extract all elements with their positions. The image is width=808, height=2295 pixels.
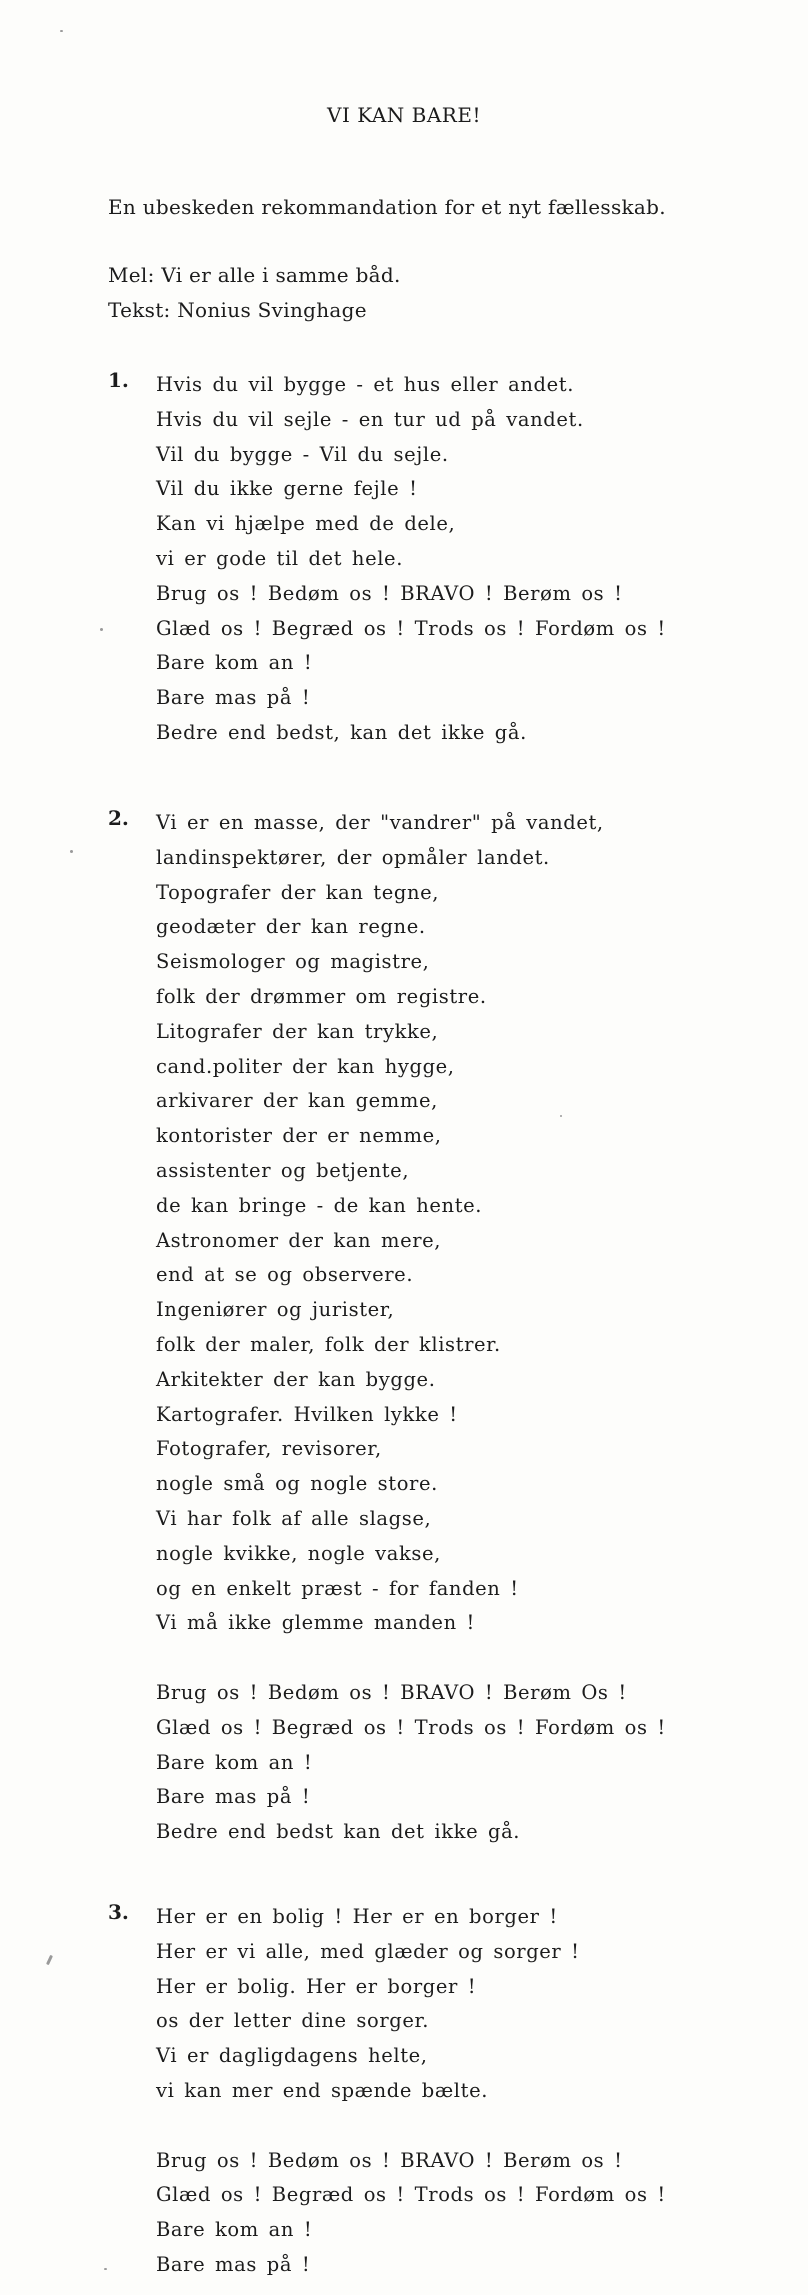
verse-line: Arkitekter der kan bygge. — [156, 1367, 436, 1391]
verse-line: Astronomer der kan mere, — [156, 1228, 442, 1252]
verse-line: Hvis du vil bygge - et hus eller andet. — [156, 373, 574, 396]
verse-lines — [156, 806, 666, 1850]
verse-line: Vil du bygge - Vil du sejle. — [156, 442, 449, 466]
scan-speck — [46, 1955, 53, 1965]
verse-number: 3. — [108, 1900, 129, 1924]
verse-line: vi er gode til det hele. — [156, 546, 403, 570]
verse-line: Litografer der kan trykke, — [156, 1019, 439, 1043]
song-title: VI KAN BARE! — [327, 103, 481, 127]
verse-line: Vil du ikke gerne fejle ! — [156, 477, 418, 501]
scan-speck — [100, 628, 103, 631]
verse-line: vi kan mer end spænde bælte. — [156, 2078, 489, 2102]
chorus-line: Bare kom an ! — [156, 2218, 313, 2242]
chorus-line: Bare mas på ! — [156, 1785, 311, 1809]
verse-line: geodæter der kan regne. — [156, 915, 426, 939]
stanza-gap — [156, 2109, 666, 2144]
verse-number: 1. — [108, 368, 129, 392]
stanza-gap — [156, 1641, 666, 1676]
verse-line: Her er bolig. Her er borger ! — [156, 1974, 477, 1998]
verse-line: folk der drømmer om registre. — [156, 984, 487, 1008]
chorus-line: Glæd os ! Begræd os ! Trods os ! Fordøm os ! — [156, 1715, 666, 1739]
chorus-line: Bare kom an ! — [156, 1750, 313, 1774]
scan-speck — [60, 30, 63, 32]
lyrics-credit: Tekst: Nonius Svinghage — [108, 298, 367, 322]
verse-line: de kan bringe - de kan hente. — [156, 1193, 483, 1217]
verse-line: Vi er dagligdagens helte, — [156, 2044, 428, 2068]
verse-line: Glæd os ! Begræd os ! Trods os ! Fordøm os ! — [156, 616, 666, 640]
verse-line: assistenter og betjente, — [156, 1158, 410, 1182]
scan-speck — [104, 2268, 107, 2270]
verse-line: Bedre end bedst, kan det ikke gå. — [156, 720, 527, 744]
verse-line: Vi har folk af alle slagse, — [156, 1506, 432, 1530]
verse-line: Seismologer og magistre, — [156, 950, 430, 974]
verse-line: Vi må ikke glemme manden ! — [156, 1611, 475, 1635]
verse-line: Brug os ! Bedøm os ! BRAVO ! Berøm os ! — [156, 581, 623, 605]
verse-line: arkivarer der kan gemme, — [156, 1089, 438, 1113]
verse-line: nogle kvikke, nogle vakse, — [156, 1541, 441, 1565]
verse-line: kontorister der er nemme, — [156, 1124, 442, 1148]
chorus-line: Brug os ! Bedøm os ! BRAVO ! Berøm os ! — [156, 2148, 623, 2172]
scan-speck — [70, 850, 73, 853]
verse-line: Bare kom an ! — [156, 651, 313, 675]
chorus-line: Glæd os ! Begræd os ! Trods os ! Fordøm os ! — [156, 2183, 666, 2207]
verse-line: os der letter dine sorger. — [156, 2009, 430, 2033]
verse-line: Her er en bolig ! Her er en borger ! — [156, 1905, 558, 1928]
verse-lines — [156, 1900, 666, 2283]
verse-line: cand.politer der kan hygge, — [156, 1054, 455, 1078]
verse-line: Ingeniører og jurister, — [156, 1298, 395, 1322]
song-subtitle: En ubeskeden rekommandation for et nyt fællesskab. — [108, 195, 666, 219]
verse-line: end at se og observere. — [156, 1263, 414, 1287]
chorus-line: Bedre end bedst kan det ikke gå. — [156, 1820, 521, 1844]
verse-line: landinspektører, der opmåler landet. — [156, 845, 550, 869]
verse-line: og en enkelt præst - for fanden ! — [156, 1576, 519, 1600]
verse-number: 2. — [108, 806, 129, 830]
verse-line: Hvis du vil sejle - en tur ud på vandet. — [156, 407, 584, 431]
verse-line: Bare mas på ! — [156, 686, 311, 710]
verse-line: Kan vi hjælpe med de dele, — [156, 512, 456, 536]
verse-line: Fotografer, revisorer, — [156, 1437, 382, 1461]
chorus-line: Bare mas på ! — [156, 2252, 311, 2276]
scan-speck — [560, 1115, 562, 1117]
verse-line: Kartografer. Hvilken lykke ! — [156, 1402, 458, 1426]
chorus-line: Brug os ! Bedøm os ! BRAVO ! Berøm Os ! — [156, 1680, 627, 1704]
verse-line: folk der maler, folk der klistrer. — [156, 1332, 501, 1356]
verse-line: Vi er en masse, der "vandrer" på vandet, — [156, 811, 604, 834]
verse-line: nogle små og nogle store. — [156, 1472, 438, 1496]
melody-credit: Mel: Vi er alle i samme båd. — [108, 263, 401, 287]
verse-line: Her er vi alle, med glæder og sorger ! — [156, 1939, 580, 1963]
verse-lines — [156, 368, 666, 751]
verse-line: Topografer der kan tegne, — [156, 880, 440, 904]
